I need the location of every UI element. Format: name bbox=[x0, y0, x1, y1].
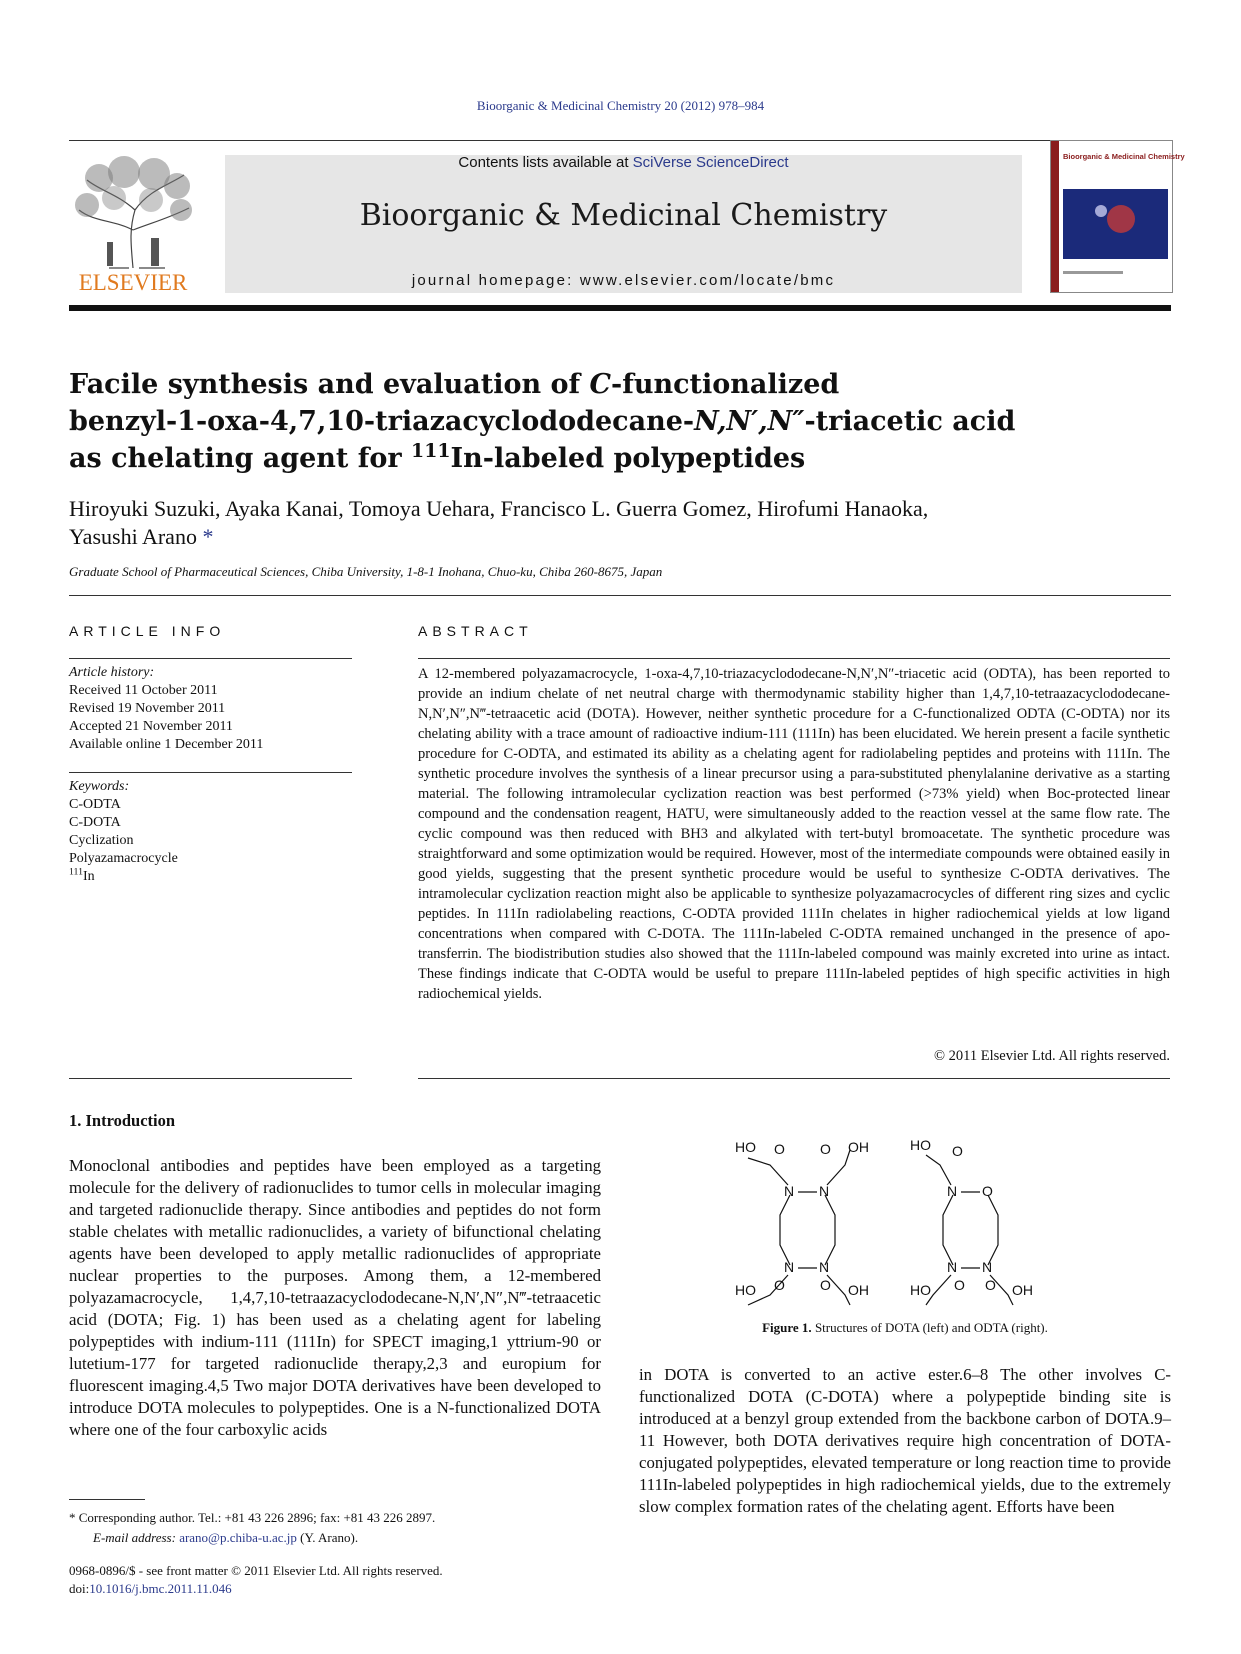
footnote-rule bbox=[69, 1499, 145, 1500]
caption-text: Structures of DOTA (left) and ODTA (right). bbox=[811, 1320, 1048, 1335]
footnote bbox=[69, 1508, 629, 1548]
issn-doi bbox=[69, 1562, 443, 1598]
issn-line: 0968-0896/$ - see front matter © 2011 Elsevier Ltd. All rights reserved. bbox=[69, 1563, 443, 1578]
article-info-bottom-rule bbox=[69, 1078, 352, 1079]
svg-text:N: N bbox=[819, 1259, 830, 1275]
keyword-item: Cyclization bbox=[69, 833, 134, 848]
history-online: Available online 1 December 2011 bbox=[69, 737, 264, 752]
svg-text:O: O bbox=[820, 1277, 831, 1293]
article-info-heading: ARTICLE INFO bbox=[69, 623, 226, 639]
svg-text:N: N bbox=[784, 1183, 795, 1199]
caption-label: Figure 1. bbox=[762, 1320, 812, 1335]
svg-text:N: N bbox=[819, 1183, 830, 1199]
cover-image bbox=[1051, 141, 1185, 292]
doi-link[interactable]: 10.1016/j.bmc.2011.11.046 bbox=[89, 1581, 232, 1596]
svg-text:HO: HO bbox=[735, 1282, 756, 1298]
svg-text:O: O bbox=[952, 1143, 963, 1159]
email-label: E-mail address: bbox=[93, 1530, 180, 1545]
keyword-item: Polyazamacrocycle bbox=[69, 851, 178, 866]
history-label: Article history: bbox=[69, 665, 155, 680]
journal-homepage[interactable]: journal homepage: www.elsevier.com/locate/bmc bbox=[411, 272, 836, 289]
abstract-text: A 12-membered polyazamacrocycle, 1-oxa-4,7,10-triazacyclododecane-N,N′,N″-triacetic acid (ODTA), has been reported to provide an indium chelate of net neutral charge with thermodynamic stability higher than 1,4,7,10-tetraazacyclododecane-N,N′,N″,N‴-tetraacetic acid (DOTA). However, neither synthetic procedure for a C-functionalized ODTA (C-ODTA) nor its chelating ability with a trace amount of radioactive indium-111 (111In) has been elucidated. We herein present a facile synthetic procedure for C-ODTA, and estimated its ability as a chelating agent for radiolabeling peptides and proteins with 111In. The synthetic procedure involves the synthesis of a linear precursor using a para-substituted phenylalanine derivative as a starting material. The following intramolecular cyclization reaction was best performed (>73% yield) when Boc-protected linear compound and the condensation reagent, HATU, were simultaneously added to the reaction vessel at the same flow rate. The cyclic compound was then reduced with BH3 and alkylated with tert-butyl bromoacetate. The synthetic procedure was straightforward and some optimization would be required. However, most of the intermediate compounds were obtained easily in good yields, suggesting that the present synthetic procedure would be useful to synthesize C-ODTA derivatives. The intramolecular cyclization reaction might also be applicable to synthesize polyazamacrocycles of different ring sizes and cyclic peptides. In 111In radiolabeling reactions, C-ODTA provided 111In chelates in higher radiochemical yields at low ligand concentrations when compared with C-DOTA. The 111In-labeled C-ODTA remained unchanged in the presence of apo-transferrin. The biodistribution studies also showed that the 111In-labeled compound was mainly excreted into urine as intact. These findings indicate that C-ODTA would be useful to prepare 111In-labeled peptides of high specific activities in high radiochemical yields. bbox=[418, 666, 1170, 1002]
svg-text:O: O bbox=[982, 1183, 993, 1199]
svg-text:HO: HO bbox=[910, 1137, 931, 1153]
keyword-item: $^{111}$In bbox=[69, 866, 95, 884]
header-bottom-rule bbox=[69, 305, 1171, 311]
svg-text:OH: OH bbox=[848, 1139, 869, 1155]
contents-prefix: Contents lists available at bbox=[458, 154, 633, 171]
history-revised: Revised 19 November 2011 bbox=[69, 701, 226, 716]
authors-line-2: Yasushi Arano bbox=[69, 524, 197, 549]
affiliation: Graduate School of Pharmaceutical Sciences, Chiba University, 1-8-1 Inohana, Chuo-ku, Chiba 260-8675, Japan bbox=[69, 564, 663, 579]
history-received: Received 11 October 2011 bbox=[69, 683, 218, 698]
introduction-text-right: in DOTA is converted to an active ester.6–8 The other involves C-functionalized DOTA (C-DOTA) where a polypeptide binding site is introduced at a benzyl group extended from the backbone carbon of DOTA.9–11 However, both DOTA derivatives require high concentration of DOTA-conjugated polypeptides, elevated temperature or long reaction time to provide 111In-labeled polypeptides in high radiochemical yields, due to the extremely slow complex formation rates of the chelating agent. Efforts have been bbox=[639, 1365, 1171, 1516]
abstract-bottom-rule bbox=[418, 1078, 1170, 1079]
keyword-item: C-ODTA bbox=[69, 797, 121, 812]
svg-text:HO: HO bbox=[735, 1139, 756, 1155]
abstract-rule bbox=[418, 658, 1170, 659]
article-history bbox=[69, 664, 352, 754]
svg-text:O: O bbox=[954, 1277, 965, 1293]
odta-structure bbox=[926, 1155, 1013, 1305]
authors-line-1: Hiroyuki Suzuki, Ayaka Kanai, Tomoya Uehara, Francisco L. Guerra Gomez, Hirofumi Hanaoka, bbox=[69, 496, 929, 521]
keywords-rule bbox=[69, 772, 352, 773]
svg-text:HO: HO bbox=[910, 1282, 931, 1298]
article-info-rule bbox=[69, 658, 352, 659]
history-accepted: Accepted 21 November 2011 bbox=[69, 719, 233, 734]
keywords-label: Keywords: bbox=[69, 779, 130, 794]
abstract-heading: ABSTRACT bbox=[418, 623, 533, 639]
figure-1-caption bbox=[639, 1320, 1171, 1336]
svg-text:N: N bbox=[947, 1183, 958, 1199]
introduction-text-left: Monoclonal antibodies and peptides have been employed as a targeting molecule for the delivery of radionuclides to tumor cells in molecular imaging and targeted radionuclide therapy. Since antibodies and peptides do not form stable chelates with metallic radionuclides, a variety of bifunctional chelating agents have been developed to apply metallic radionuclides of appropriate nuclear properties to the purposes. Among them, a 12-membered polyazamacrocycle, 1,4,7,10-tetraazacyclododecane-N,N′,N″,N‴-tetraacetic acid (DOTA; Fig. 1) has been used as a chelating agent for labeling polypeptides with indium-111 (111In) for SPECT imaging,1 yttrium-90 or lutetium-177 for targeted radionuclide therapy,2,3 and europium for fluorescent imaging.4,5 Two major DOTA derivatives have been developed to introduce DOTA molecules to polypeptides. One is a N-functionalized DOTA where one of the four carboxylic acids bbox=[69, 1156, 601, 1439]
svg-text:N: N bbox=[947, 1259, 958, 1275]
figure-1-structures bbox=[700, 1130, 1160, 1305]
affiliation-rule bbox=[69, 595, 1171, 596]
journal-title: Bioorganic & Medicinal Chemistry bbox=[359, 198, 888, 233]
dota-structure bbox=[748, 1150, 850, 1305]
elsevier-tree-icon bbox=[69, 150, 197, 296]
elsevier-logo[interactable] bbox=[69, 150, 197, 296]
author-list bbox=[69, 495, 1169, 551]
keyword-item: C-DOTA bbox=[69, 815, 121, 830]
abstract-copyright: © 2011 Elsevier Ltd. All rights reserved. bbox=[934, 1048, 1170, 1064]
introduction-heading: 1. Introduction bbox=[69, 1111, 176, 1130]
svg-text:O: O bbox=[774, 1277, 785, 1293]
dota-labels bbox=[735, 1139, 869, 1298]
publisher-wordmark: ELSEVIER bbox=[78, 270, 188, 295]
journal-cover-thumbnail[interactable] bbox=[1050, 140, 1185, 293]
svg-text:O: O bbox=[985, 1277, 996, 1293]
odta-labels bbox=[910, 1137, 1033, 1298]
corresponding-note: Corresponding author. Tel.: +81 43 226 2896; fax: +81 43 226 2897. bbox=[75, 1510, 436, 1525]
svg-text:O: O bbox=[820, 1141, 831, 1157]
contents-line bbox=[225, 154, 1022, 171]
svg-text:N: N bbox=[982, 1259, 993, 1275]
svg-text:N: N bbox=[784, 1259, 795, 1275]
svg-text:O: O bbox=[774, 1141, 785, 1157]
sciencedirect-link[interactable]: SciVerse ScienceDirect bbox=[632, 154, 789, 171]
cover-title: Bioorganic & Medicinal Chemistry bbox=[1063, 152, 1185, 161]
figure-1[interactable] bbox=[700, 1130, 1160, 1305]
article-title: Facile synthesis and evaluation of C-functionalized benzyl-1-oxa-4,7,10-triazacyclododecane-N,N′,N″-triacetic acid as chelating agent for $^{111}$In-labeled polypeptides bbox=[69, 369, 1016, 474]
email-suffix: (Y. Arano). bbox=[296, 1530, 359, 1545]
corresponding-author-mark[interactable]: * bbox=[202, 524, 214, 549]
svg-text:OH: OH bbox=[1012, 1282, 1033, 1298]
header-top-rule bbox=[69, 140, 1051, 141]
footnote-mark: * bbox=[69, 1510, 76, 1525]
doi-prefix: doi: bbox=[69, 1581, 90, 1596]
keywords bbox=[69, 778, 352, 886]
svg-text:OH: OH bbox=[848, 1282, 869, 1298]
journal-reference[interactable]: Bioorganic & Medicinal Chemistry 20 (2012) 978–984 bbox=[476, 98, 765, 113]
email-link[interactable]: arano@p.chiba-u.ac.jp bbox=[179, 1530, 297, 1545]
